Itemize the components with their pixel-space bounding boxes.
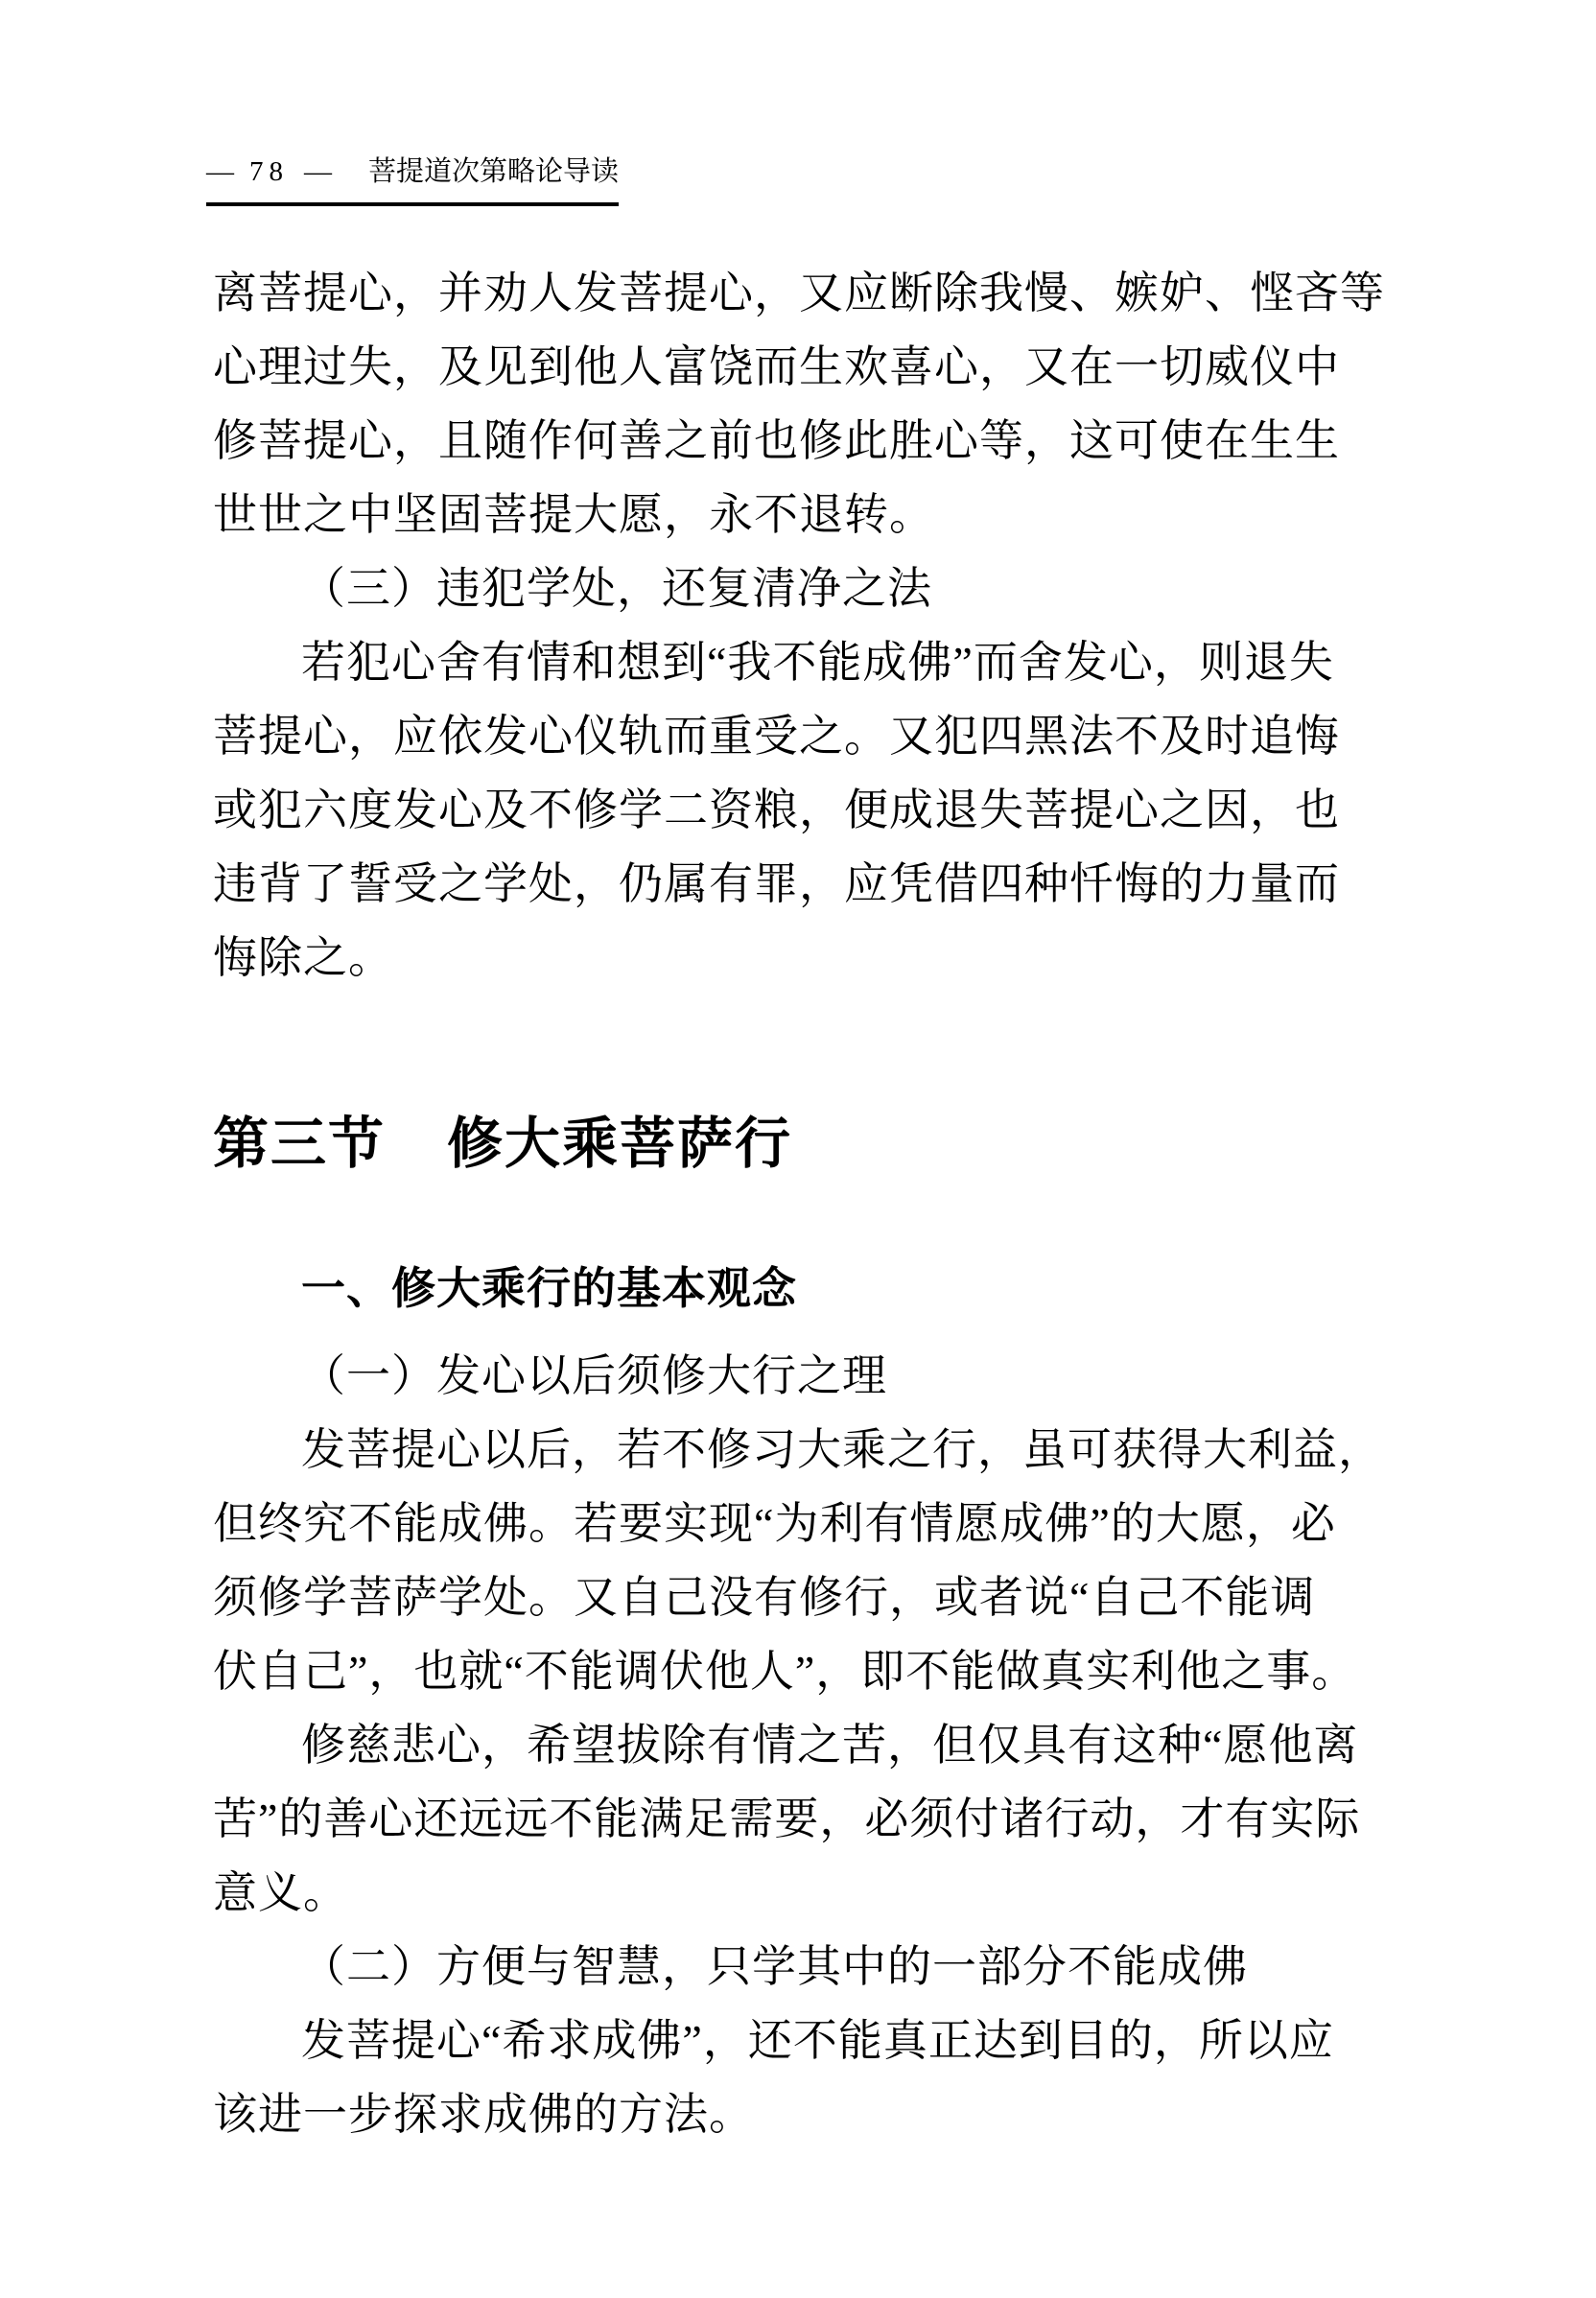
header-dash-right: — (304, 156, 332, 187)
text-line: 修慈悲心，希望拔除有情之苦，但仅具有这种“愿他离 (301, 1721, 1359, 1770)
sub-heading-two: （二）方便与智慧，只学其中的一部分不能成佛 (301, 1942, 1248, 1991)
text-line: 修菩提心，且随作何善之前也修此胜心等，这可使在生生 (213, 416, 1340, 465)
page-content (213, 256, 1412, 2151)
section-heading (213, 1100, 1412, 1188)
text-line: 悔除之。 (213, 933, 393, 982)
text-line: 菩提心，应依发心仪轨而重受之。又犯四黑法不及时追悔 (213, 712, 1340, 761)
text-line: 伏自己”，也就“不能调伏他人”，即不能做真实利他之事。 (213, 1647, 1357, 1696)
text-line: 心理过失，及见到他人富饶而生欢喜心，又在一切威仪中 (213, 342, 1340, 391)
text-line: 发菩提心以后，若不修习大乘之行，虽可获得大利益， (301, 1425, 1383, 1474)
text-line: 违背了誓受之学处，仍属有罪，应凭借四种忏悔的力量而 (213, 859, 1340, 908)
sub-heading-three: （三）违犯学处，还复清净之法 (301, 564, 932, 613)
subsection-heading: 一、修大乘行的基本观念 (301, 1263, 797, 1313)
text-line: 离菩提心，并劝人发菩提心，又应断除我慢、嫉妒、悭吝等 (213, 269, 1385, 317)
running-header (206, 156, 619, 206)
text-line: 须修学菩萨学处。又自己没有修行，或者说“自己不能调 (213, 1573, 1316, 1622)
text-line: 苦”的善心还远远不能满足需要，必须付诸行动，才有实际 (213, 1794, 1361, 1843)
sub-heading-one: （一）发心以后须修大行之理 (301, 1351, 887, 1400)
paragraph-2 (213, 625, 1412, 995)
text-line: 若犯心舍有情和想到“我不能成佛”而舍发心，则退失 (301, 638, 1334, 687)
text-line: 但终究不能成佛。若要实现“为利有情愿成佛”的大愿，必 (213, 1499, 1336, 1548)
page-number: 78 (249, 156, 289, 187)
paragraph-1 (213, 256, 1412, 551)
text-line: 发菩提心“希求成佛”，还不能真正达到目的，所以应 (301, 2016, 1334, 2065)
paragraph-5 (213, 2004, 1412, 2151)
text-line: 该进一步探求成佛的方法。 (213, 2090, 754, 2139)
paragraph-4 (213, 1708, 1412, 1930)
text-line: 世世之中坚固菩提大愿，永不退转。 (213, 490, 934, 539)
paragraph-3 (213, 1413, 1412, 1708)
text-line: 或犯六度发心及不修学二资粮，便成退失菩提心之因，也 (213, 786, 1340, 834)
header-dash-left: — (206, 156, 234, 187)
section-title: 修大乘菩萨行 (447, 1113, 793, 1175)
section-number: 第三节 (213, 1113, 387, 1175)
book-title: 菩提道次第略论导读 (368, 156, 620, 187)
text-line: 意义。 (213, 1868, 348, 1917)
